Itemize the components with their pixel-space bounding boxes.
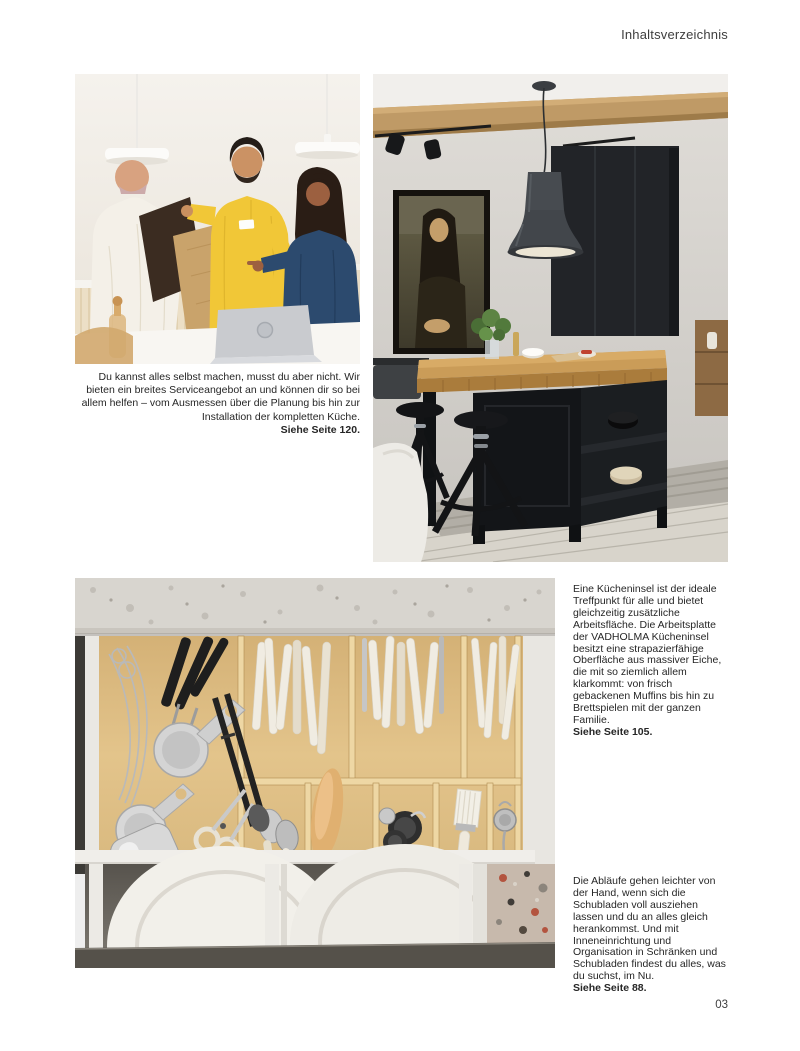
caption-services <box>75 371 360 437</box>
wood-shelf-unit <box>695 320 728 416</box>
drawer-gap-shadow <box>75 636 85 874</box>
drawer-side-left <box>85 636 99 874</box>
terrazzo-wall <box>487 864 555 954</box>
caption-drawers-body: Die Abläufe gehen leichter von der Hand, wenn sich die Schubladen voll ausziehen lassen und du an alles gleich herankommst. Und mit Inneneinrichtung und Organisation in Schränken und Schubladen findest du alles, was du suchst, im Nu. <box>573 875 726 983</box>
caption-services-see-page: Siehe Seite 120. <box>280 423 360 436</box>
caption-services-body: Du kannst alles selbst machen, musst du aber nicht. Wir bieten ein breites Serviceangebot an und können dir so bei allem helfen – vom Ausmessen über die Planung bis hin zur Installation der kompletten Küche. <box>81 371 360 423</box>
page-number: 03 <box>715 999 728 1011</box>
laptop <box>210 305 322 364</box>
caption-island-see-page: Siehe Seite 105. <box>573 725 653 738</box>
drawer-side-right <box>523 636 555 874</box>
caption-drawers <box>573 876 729 995</box>
drawer-photo <box>75 578 555 968</box>
wood-object <box>75 327 133 364</box>
caption-island-body: Eine Kücheninsel ist der ideale Treffpunkt für alle und bietet gleichzeitig zusätzliche Arbeitsfläche. Die Arbeitsplatte der VADHOLMA Kücheninsel besitzt eine strapazierfähige Oberfläche aus massiver Eiche, die mit so ziemlich allem klarkommt: von frisch gebackenen Muffins bis hin zu Brettspielen mit der ganzen Familie. <box>573 583 722 726</box>
header-label: Inhaltsverzeichnis <box>621 27 728 42</box>
caption-island <box>573 584 729 739</box>
caption-drawers-see-page: Siehe Seite 88. <box>573 982 647 995</box>
stone-countertop <box>75 578 555 636</box>
consultation-photo <box>75 74 360 364</box>
island-photo <box>373 74 728 562</box>
